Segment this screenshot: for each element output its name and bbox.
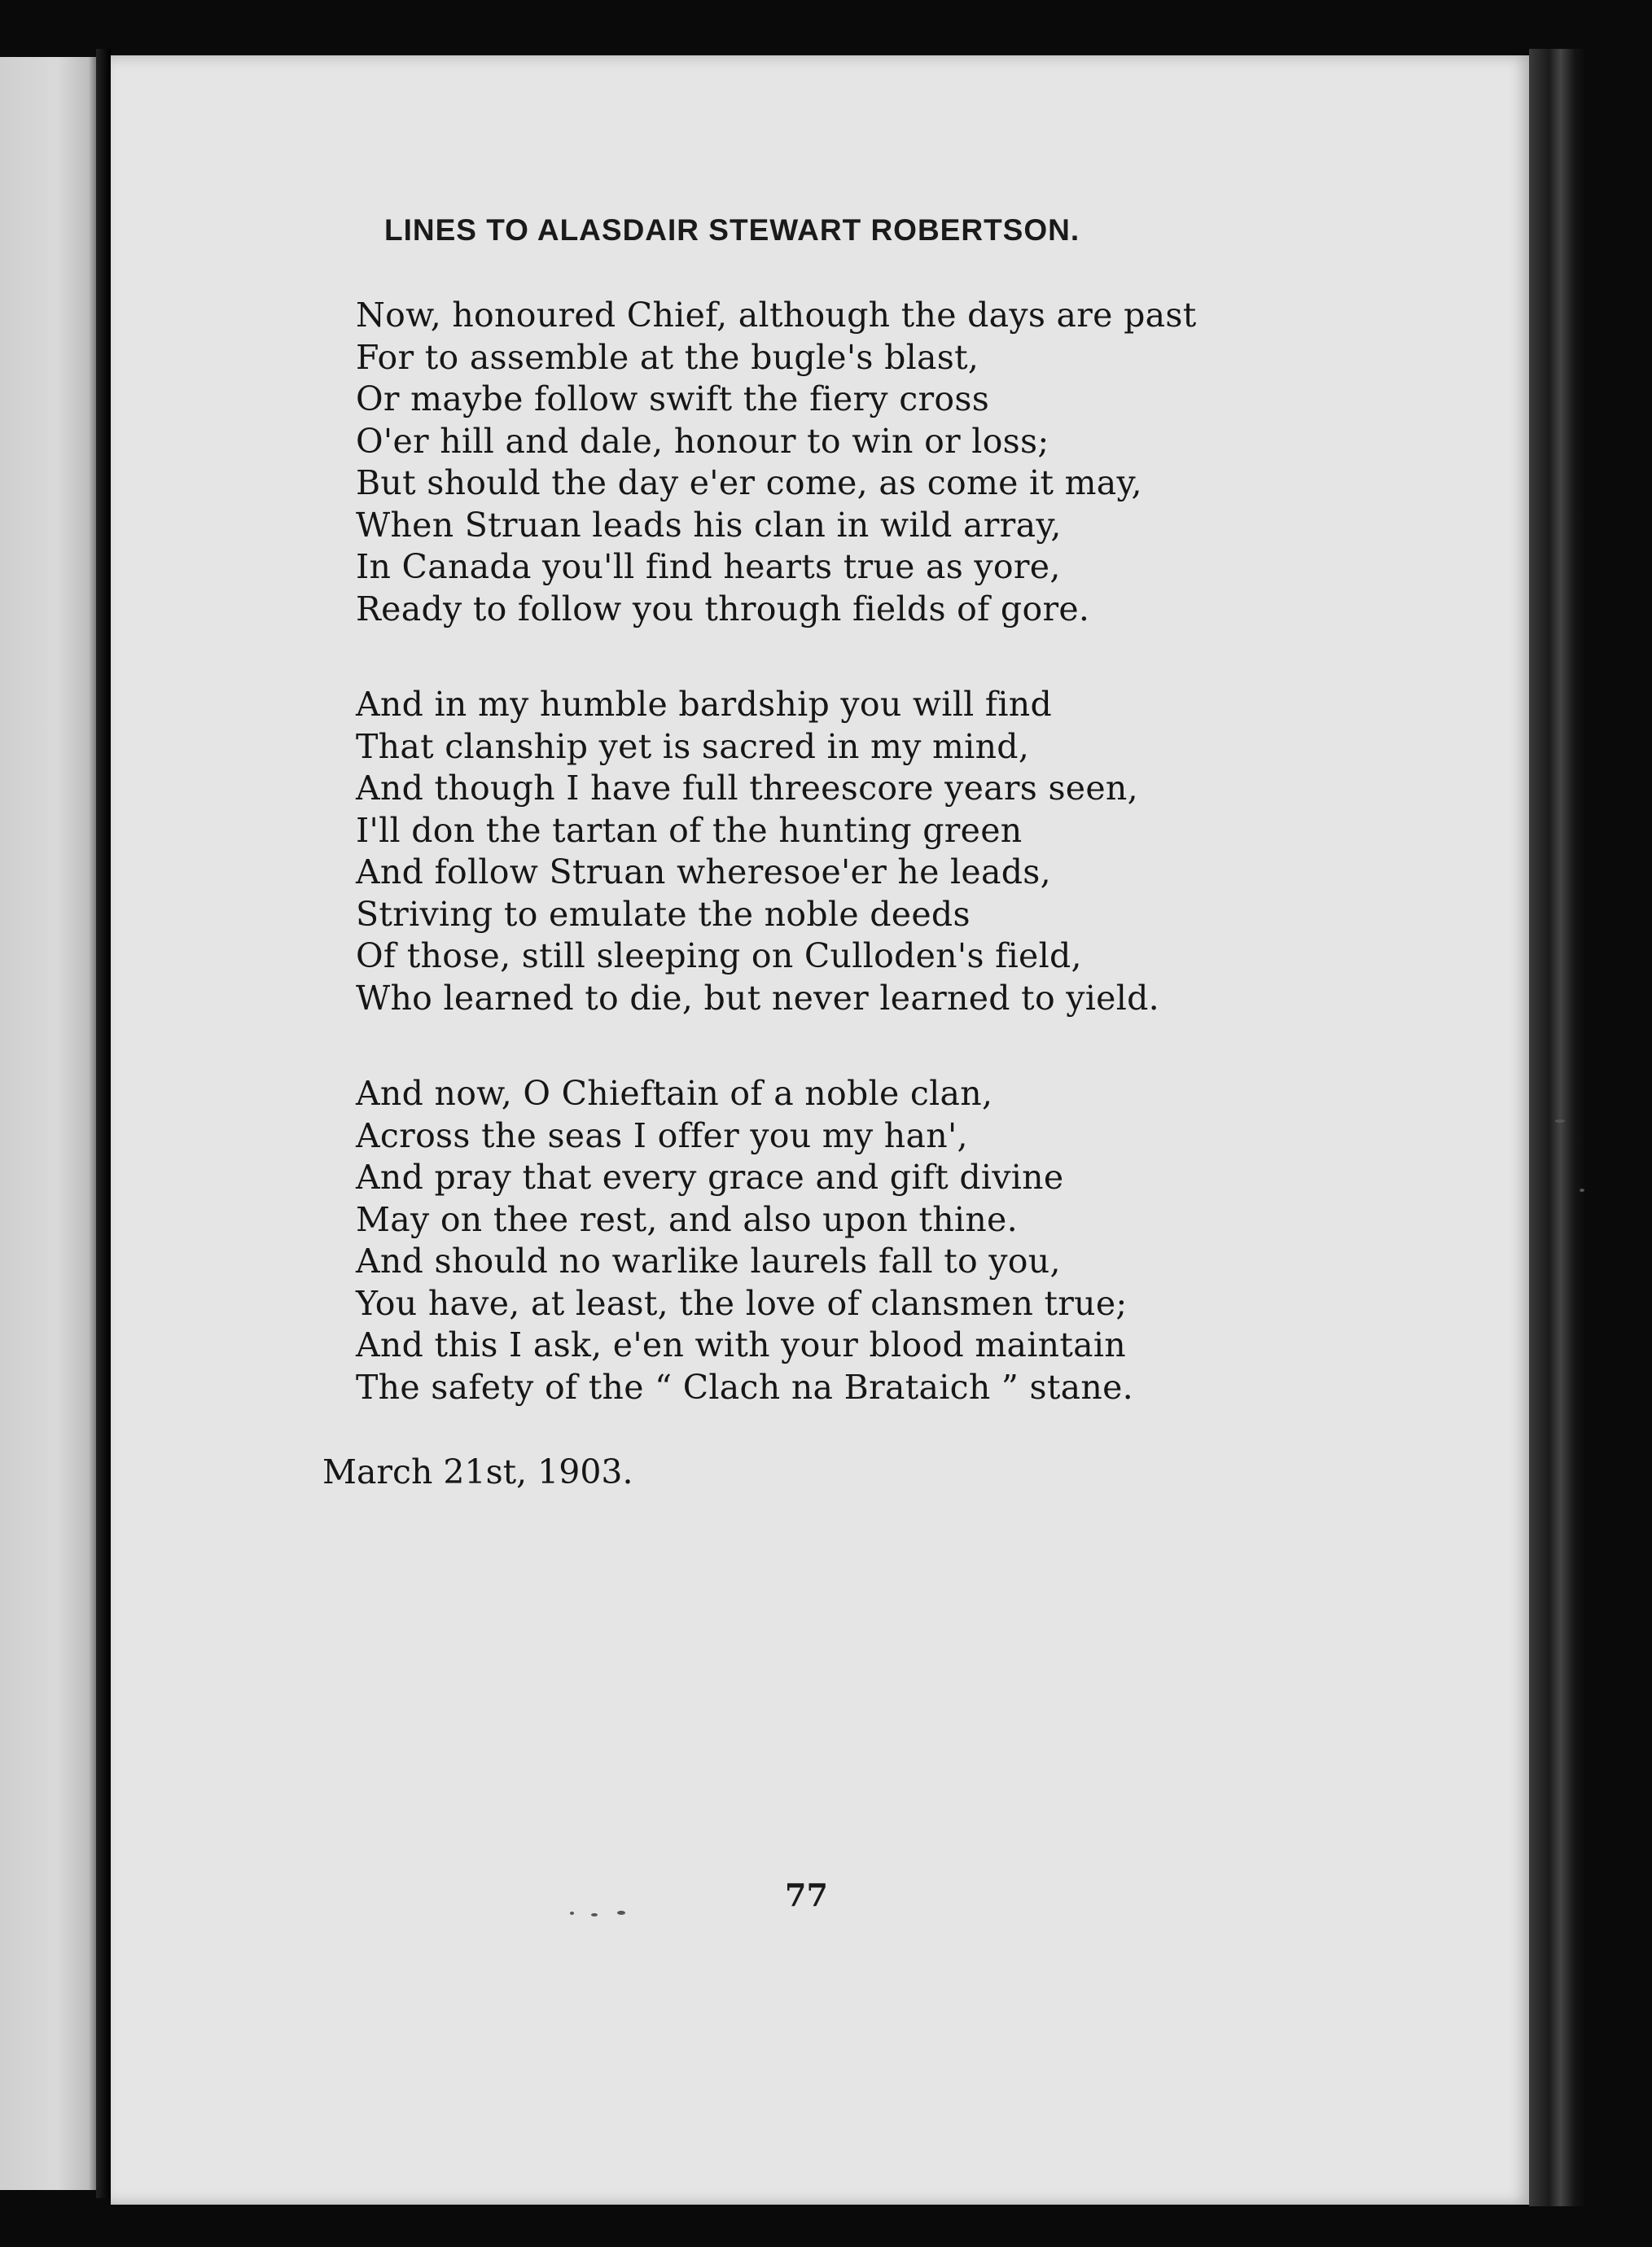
poem-line: Ready to follow you through fields of gore. xyxy=(356,589,1090,629)
page-number: 77 xyxy=(785,1877,828,1913)
poem-line: Or maybe follow swift the fiery cross xyxy=(356,379,990,418)
poem-line: That clanship yet is sacred in my mind, xyxy=(356,726,1030,766)
poem-line: O'er hill and dale, honour to win or loss; xyxy=(356,421,1049,461)
poem-line: But should the day e'er come, as come it may, xyxy=(356,463,1142,502)
scan-speck xyxy=(570,1912,574,1915)
poem-date: March 21st, 1903. xyxy=(322,1452,633,1491)
scan-speck xyxy=(617,1911,625,1915)
poem-line: And follow Struan wheresoe'er he leads, xyxy=(356,852,1051,891)
poem-line: And this I ask, e'en with your blood maintain xyxy=(356,1325,1127,1364)
poem-line: And pray that every grace and gift divine xyxy=(356,1158,1064,1197)
poem-line: Across the seas I offer you my han', xyxy=(356,1115,968,1155)
page-fore-edge xyxy=(1529,49,1586,2206)
poem-line: You have, at least, the love of clansmen true; xyxy=(356,1283,1128,1323)
scan-speck xyxy=(591,1913,598,1916)
poem-line: Now, honoured Chief, although the days are past xyxy=(356,296,1197,335)
scan-speck xyxy=(1580,1189,1584,1192)
poem-line: In Canada you'll find hearts true as yore, xyxy=(356,547,1061,586)
poem-line: Who learned to die, but never learned to yield. xyxy=(356,978,1159,1018)
poem-line: And now, O Chieftain of a noble clan, xyxy=(356,1074,993,1113)
poem-line: Striving to emulate the noble deeds xyxy=(356,894,971,934)
stanza-2 xyxy=(356,684,1196,1019)
poem-body xyxy=(356,295,1196,1462)
poem-line: For to assemble at the bugle's blast, xyxy=(356,337,979,377)
poem-line: May on thee rest, and also upon thine. xyxy=(356,1199,1018,1239)
poem-line: I'll don the tartan of the hunting green xyxy=(356,810,1023,850)
stanza-3 xyxy=(356,1073,1196,1408)
scan-speck xyxy=(1555,1119,1565,1123)
poem-line: And should no warlike laurels fall to you, xyxy=(356,1242,1061,1281)
poem-line: When Struan leads his clan in wild array, xyxy=(356,505,1062,545)
poem-line: The safety of the “ Clach na Brataich ” stane. xyxy=(356,1367,1133,1407)
poem-line: Of those, still sleeping on Culloden's field, xyxy=(356,936,1082,975)
poem-line: And in my humble bardship you will find xyxy=(356,685,1053,724)
facing-page-edge xyxy=(0,57,104,2190)
poem-line: And though I have full threescore years seen, xyxy=(356,769,1138,808)
gutter-shadow xyxy=(96,49,111,2198)
stanza-1 xyxy=(356,295,1196,630)
running-heading: LINES TO ALASDAIR STEWART ROBERTSON. xyxy=(384,213,1080,247)
